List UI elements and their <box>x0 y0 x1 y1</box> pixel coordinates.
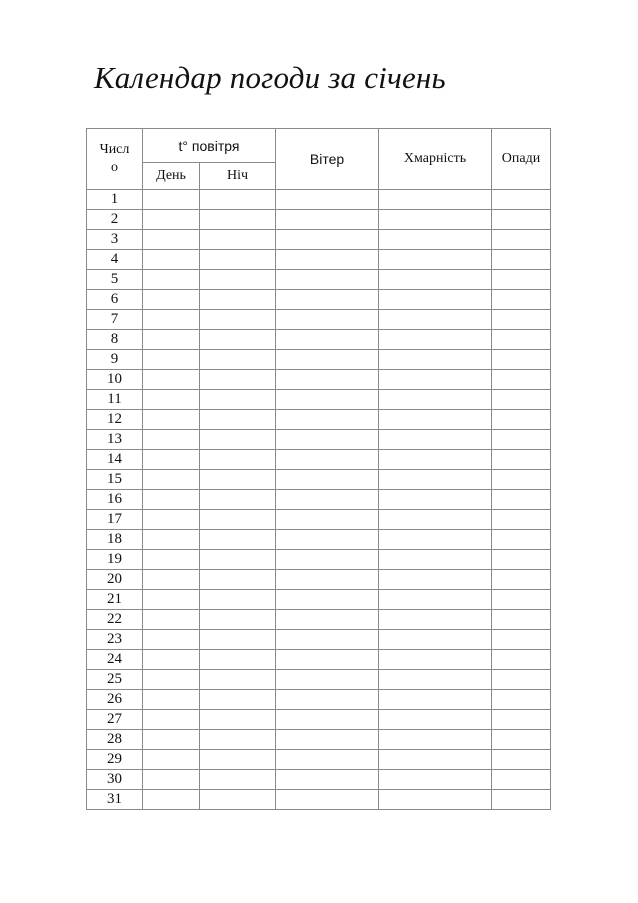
cloudiness-cell[interactable] <box>379 250 492 270</box>
day-number: 22 <box>87 610 143 630</box>
night-temp-cell[interactable] <box>200 410 276 430</box>
table-row <box>87 190 551 210</box>
night-temp-cell[interactable] <box>200 610 276 630</box>
wind-cell[interactable] <box>276 610 379 630</box>
table-row <box>87 390 551 410</box>
page-title: Календар погоди за січень <box>94 60 446 95</box>
day-temp-cell[interactable] <box>143 670 200 690</box>
night-temp-cell[interactable] <box>200 470 276 490</box>
table-row <box>87 710 551 730</box>
cloudiness-cell[interactable] <box>379 230 492 250</box>
weather-calendar-table <box>86 128 551 810</box>
wind-cell[interactable] <box>276 310 379 330</box>
night-temp-cell[interactable] <box>200 670 276 690</box>
precipitation-cell[interactable] <box>492 770 551 790</box>
precipitation-cell[interactable] <box>492 610 551 630</box>
day-temp-cell[interactable] <box>143 430 200 450</box>
night-temp-cell[interactable] <box>200 250 276 270</box>
day-number: 5 <box>87 270 143 290</box>
day-temp-cell[interactable] <box>143 370 200 390</box>
day-number: 30 <box>87 770 143 790</box>
wind-cell[interactable] <box>276 430 379 450</box>
wind-cell[interactable] <box>276 690 379 710</box>
precipitation-cell[interactable] <box>492 230 551 250</box>
day-temp-cell[interactable] <box>143 510 200 530</box>
precipitation-cell[interactable] <box>492 270 551 290</box>
cloudiness-cell[interactable] <box>379 790 492 810</box>
precipitation-cell[interactable] <box>492 750 551 770</box>
night-temp-cell[interactable] <box>200 750 276 770</box>
day-temp-cell[interactable] <box>143 470 200 490</box>
cloudiness-cell[interactable] <box>379 750 492 770</box>
night-temp-cell[interactable] <box>200 710 276 730</box>
night-temp-cell[interactable] <box>200 210 276 230</box>
cloudiness-cell[interactable] <box>379 370 492 390</box>
day-number: 2 <box>87 210 143 230</box>
table-row <box>87 290 551 310</box>
wind-cell[interactable] <box>276 450 379 470</box>
day-temp-cell[interactable] <box>143 310 200 330</box>
precipitation-cell[interactable] <box>492 710 551 730</box>
header-number-line1: Числ <box>99 142 130 157</box>
wind-cell[interactable] <box>276 790 379 810</box>
precipitation-cell[interactable] <box>492 450 551 470</box>
day-number: 31 <box>87 790 143 810</box>
wind-cell[interactable] <box>276 590 379 610</box>
day-temp-cell[interactable] <box>143 330 200 350</box>
day-temp-cell[interactable] <box>143 790 200 810</box>
wind-cell[interactable] <box>276 570 379 590</box>
table-row <box>87 210 551 230</box>
day-temp-cell[interactable] <box>143 350 200 370</box>
day-number: 14 <box>87 450 143 470</box>
table-row <box>87 770 551 790</box>
night-temp-cell[interactable] <box>200 790 276 810</box>
wind-cell[interactable] <box>276 190 379 210</box>
table-row <box>87 350 551 370</box>
cloudiness-cell[interactable] <box>379 270 492 290</box>
day-temp-cell[interactable] <box>143 250 200 270</box>
day-temp-cell[interactable] <box>143 410 200 430</box>
table-row <box>87 550 551 570</box>
table-row <box>87 610 551 630</box>
day-number: 8 <box>87 330 143 350</box>
precipitation-cell[interactable] <box>492 370 551 390</box>
night-temp-cell[interactable] <box>200 550 276 570</box>
cloudiness-cell[interactable] <box>379 590 492 610</box>
cloudiness-cell[interactable] <box>379 330 492 350</box>
header-precipitation: Опади <box>492 129 551 190</box>
night-temp-cell[interactable] <box>200 570 276 590</box>
precipitation-cell[interactable] <box>492 790 551 810</box>
night-temp-cell[interactable] <box>200 530 276 550</box>
day-temp-cell[interactable] <box>143 530 200 550</box>
wind-cell[interactable] <box>276 390 379 410</box>
wind-cell[interactable] <box>276 550 379 570</box>
day-number: 21 <box>87 590 143 610</box>
table-row <box>87 790 551 810</box>
day-temp-cell[interactable] <box>143 270 200 290</box>
day-temp-cell[interactable] <box>143 750 200 770</box>
wind-cell[interactable] <box>276 710 379 730</box>
table-row <box>87 410 551 430</box>
day-number: 7 <box>87 310 143 330</box>
precipitation-cell[interactable] <box>492 550 551 570</box>
wind-cell[interactable] <box>276 670 379 690</box>
precipitation-cell[interactable] <box>492 570 551 590</box>
precipitation-cell[interactable] <box>492 250 551 270</box>
day-temp-cell[interactable] <box>143 490 200 510</box>
wind-cell[interactable] <box>276 370 379 390</box>
table-row <box>87 430 551 450</box>
cloudiness-cell[interactable] <box>379 550 492 570</box>
precipitation-cell[interactable] <box>492 690 551 710</box>
wind-cell[interactable] <box>276 470 379 490</box>
wind-cell[interactable] <box>276 330 379 350</box>
night-temp-cell[interactable] <box>200 350 276 370</box>
cloudiness-cell[interactable] <box>379 690 492 710</box>
table-row <box>87 270 551 290</box>
table-row <box>87 630 551 650</box>
cloudiness-cell[interactable] <box>379 430 492 450</box>
cloudiness-cell[interactable] <box>379 290 492 310</box>
wind-cell[interactable] <box>276 650 379 670</box>
wind-cell[interactable] <box>276 750 379 770</box>
day-number: 12 <box>87 410 143 430</box>
day-temp-cell[interactable] <box>143 290 200 310</box>
cloudiness-cell[interactable] <box>379 670 492 690</box>
cloudiness-cell[interactable] <box>379 470 492 490</box>
table-row <box>87 690 551 710</box>
cloudiness-cell[interactable] <box>379 450 492 470</box>
table-body <box>87 190 551 810</box>
table-row <box>87 590 551 610</box>
precipitation-cell[interactable] <box>492 190 551 210</box>
day-number: 10 <box>87 370 143 390</box>
day-number: 13 <box>87 430 143 450</box>
day-number: 23 <box>87 630 143 650</box>
header-wind: Вітер <box>276 129 379 190</box>
cloudiness-cell[interactable] <box>379 570 492 590</box>
day-number: 27 <box>87 710 143 730</box>
precipitation-cell[interactable] <box>492 490 551 510</box>
day-temp-cell[interactable] <box>143 550 200 570</box>
night-temp-cell[interactable] <box>200 230 276 250</box>
table-row <box>87 530 551 550</box>
day-number: 25 <box>87 670 143 690</box>
wind-cell[interactable] <box>276 350 379 370</box>
precipitation-cell[interactable] <box>492 290 551 310</box>
precipitation-cell[interactable] <box>492 650 551 670</box>
cloudiness-cell[interactable] <box>379 310 492 330</box>
precipitation-cell[interactable] <box>492 470 551 490</box>
cloudiness-cell[interactable] <box>379 710 492 730</box>
night-temp-cell[interactable] <box>200 450 276 470</box>
precipitation-cell[interactable] <box>492 590 551 610</box>
table-row <box>87 470 551 490</box>
night-temp-cell[interactable] <box>200 310 276 330</box>
day-number: 1 <box>87 190 143 210</box>
day-temp-cell[interactable] <box>143 690 200 710</box>
cloudiness-cell[interactable] <box>379 390 492 410</box>
day-temp-cell[interactable] <box>143 210 200 230</box>
precipitation-cell[interactable] <box>492 310 551 330</box>
day-temp-cell[interactable] <box>143 610 200 630</box>
day-temp-cell[interactable] <box>143 730 200 750</box>
header-air-temp: t° повітря <box>143 129 276 163</box>
header-day: День <box>143 163 200 190</box>
day-temp-cell[interactable] <box>143 450 200 470</box>
night-temp-cell[interactable] <box>200 290 276 310</box>
day-number: 6 <box>87 290 143 310</box>
table-row <box>87 750 551 770</box>
night-temp-cell[interactable] <box>200 770 276 790</box>
day-number: 17 <box>87 510 143 530</box>
wind-cell[interactable] <box>276 490 379 510</box>
wind-cell[interactable] <box>276 510 379 530</box>
night-temp-cell[interactable] <box>200 390 276 410</box>
wind-cell[interactable] <box>276 290 379 310</box>
cloudiness-cell[interactable] <box>379 410 492 430</box>
cloudiness-cell[interactable] <box>379 610 492 630</box>
precipitation-cell[interactable] <box>492 530 551 550</box>
day-number: 4 <box>87 250 143 270</box>
table-row <box>87 510 551 530</box>
day-temp-cell[interactable] <box>143 630 200 650</box>
night-temp-cell[interactable] <box>200 270 276 290</box>
day-number: 18 <box>87 530 143 550</box>
day-number: 28 <box>87 730 143 750</box>
day-number: 29 <box>87 750 143 770</box>
cloudiness-cell[interactable] <box>379 190 492 210</box>
night-temp-cell[interactable] <box>200 330 276 350</box>
wind-cell[interactable] <box>276 270 379 290</box>
wind-cell[interactable] <box>276 530 379 550</box>
night-temp-cell[interactable] <box>200 730 276 750</box>
precipitation-cell[interactable] <box>492 390 551 410</box>
night-temp-cell[interactable] <box>200 650 276 670</box>
precipitation-cell[interactable] <box>492 210 551 230</box>
night-temp-cell[interactable] <box>200 590 276 610</box>
cloudiness-cell[interactable] <box>379 210 492 230</box>
day-temp-cell[interactable] <box>143 590 200 610</box>
night-temp-cell[interactable] <box>200 430 276 450</box>
day-number: 20 <box>87 570 143 590</box>
cloudiness-cell[interactable] <box>379 350 492 370</box>
night-temp-cell[interactable] <box>200 370 276 390</box>
cloudiness-cell[interactable] <box>379 510 492 530</box>
precipitation-cell[interactable] <box>492 410 551 430</box>
day-temp-cell[interactable] <box>143 770 200 790</box>
day-number: 19 <box>87 550 143 570</box>
table-row <box>87 230 551 250</box>
night-temp-cell[interactable] <box>200 690 276 710</box>
precipitation-cell[interactable] <box>492 670 551 690</box>
day-number: 24 <box>87 650 143 670</box>
day-number: 16 <box>87 490 143 510</box>
cloudiness-cell[interactable] <box>379 630 492 650</box>
precipitation-cell[interactable] <box>492 510 551 530</box>
day-number: 11 <box>87 390 143 410</box>
table-row <box>87 570 551 590</box>
table-row <box>87 330 551 350</box>
day-temp-cell[interactable] <box>143 570 200 590</box>
day-temp-cell[interactable] <box>143 390 200 410</box>
table-row <box>87 650 551 670</box>
wind-cell[interactable] <box>276 730 379 750</box>
night-temp-cell[interactable] <box>200 190 276 210</box>
table-row <box>87 250 551 270</box>
wind-cell[interactable] <box>276 410 379 430</box>
wind-cell[interactable] <box>276 770 379 790</box>
day-temp-cell[interactable] <box>143 710 200 730</box>
cloudiness-cell[interactable] <box>379 490 492 510</box>
precipitation-cell[interactable] <box>492 430 551 450</box>
day-temp-cell[interactable] <box>143 190 200 210</box>
cloudiness-cell[interactable] <box>379 770 492 790</box>
day-temp-cell[interactable] <box>143 650 200 670</box>
precipitation-cell[interactable] <box>492 730 551 750</box>
precipitation-cell[interactable] <box>492 630 551 650</box>
day-number: 26 <box>87 690 143 710</box>
night-temp-cell[interactable] <box>200 630 276 650</box>
header-cloudiness: Хмарність <box>379 129 492 190</box>
day-number: 9 <box>87 350 143 370</box>
wind-cell[interactable] <box>276 210 379 230</box>
table-row <box>87 730 551 750</box>
cloudiness-cell[interactable] <box>379 730 492 750</box>
table-row <box>87 490 551 510</box>
header-number-line2: о <box>111 160 118 175</box>
wind-cell[interactable] <box>276 250 379 270</box>
wind-cell[interactable] <box>276 630 379 650</box>
table-row <box>87 310 551 330</box>
table-row <box>87 670 551 690</box>
cloudiness-cell[interactable] <box>379 650 492 670</box>
cloudiness-cell[interactable] <box>379 530 492 550</box>
table-row <box>87 450 551 470</box>
night-temp-cell[interactable] <box>200 490 276 510</box>
precipitation-cell[interactable] <box>492 330 551 350</box>
day-number: 3 <box>87 230 143 250</box>
precipitation-cell[interactable] <box>492 350 551 370</box>
header-night: Ніч <box>200 163 276 190</box>
header-number <box>87 129 143 190</box>
day-number: 15 <box>87 470 143 490</box>
day-temp-cell[interactable] <box>143 230 200 250</box>
table-row <box>87 370 551 390</box>
wind-cell[interactable] <box>276 230 379 250</box>
night-temp-cell[interactable] <box>200 510 276 530</box>
